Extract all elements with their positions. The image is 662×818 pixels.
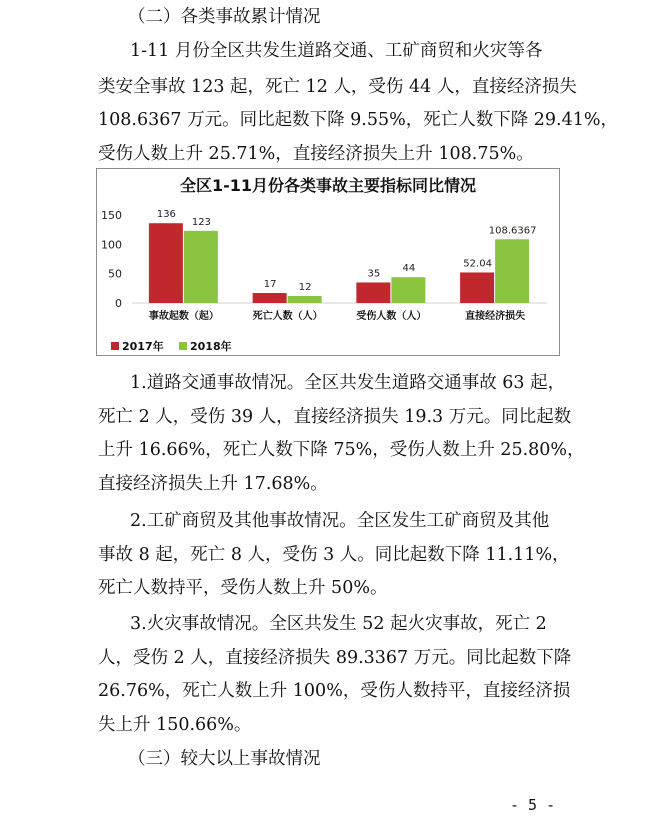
y-tick-label: 0 <box>115 297 122 310</box>
legend-swatch <box>179 342 187 350</box>
page-number: - 5 - <box>510 796 556 814</box>
bar-2018 <box>495 239 529 303</box>
chart-canvas <box>97 169 559 355</box>
data-label: 12 <box>298 281 312 293</box>
chart-title: 全区1-11月份各类事故主要指标同比情况 <box>179 176 477 195</box>
x-category-label: 受伤人数（人） <box>356 311 427 322</box>
paragraph-line: 上升 16.66%，死亡人数下降 75%，受伤人数上升 25.80%， <box>98 440 585 460</box>
data-label: 123 <box>191 216 211 228</box>
paragraph-line: 1-11 月份全区共发生道路交通、工矿商贸和火灾等各 <box>130 41 543 61</box>
paragraph-line: 受伤人数上升 25.71%，直接经济损失上升 108.75%。 <box>98 144 534 164</box>
bar-2018 <box>288 296 322 303</box>
accident-comparison-chart <box>96 168 560 356</box>
paragraph-line: 2.工矿商贸及其他事故情况。全区发生工矿商贸及其他 <box>130 511 550 531</box>
x-category-label: 事故起数（起） <box>148 311 219 322</box>
paragraph-line: 1.道路交通事故情况。全区共发生道路交通事故 63 起， <box>130 373 566 393</box>
paragraph-line: 死亡人数持平，受伤人数上升 50%。 <box>98 578 388 598</box>
data-label: 17 <box>263 279 277 291</box>
data-label: 108.6367 <box>488 225 537 237</box>
bar-2017 <box>149 223 183 303</box>
paragraph-line: 直接经济损失上升 17.68%。 <box>98 474 328 494</box>
data-label: 136 <box>156 209 176 221</box>
paragraph-line: 失上升 150.66%。 <box>98 715 252 735</box>
bar-2018 <box>391 277 425 303</box>
x-category-label: 直接经济损失 <box>465 311 526 322</box>
x-category-label: 死亡人数（人） <box>252 311 323 322</box>
paragraph-line: 108.6367 万元。同比起数下降 9.55%，死亡人数下降 29.41%， <box>98 110 619 130</box>
data-label: 44 <box>402 263 416 275</box>
paragraph-line: 死亡 2 人，受伤 39 人，直接经济损失 19.3 万元。同比起数 <box>98 407 572 427</box>
data-label: 35 <box>367 268 381 280</box>
bar-2017 <box>356 282 390 303</box>
paragraph-line: 事故 8 起，死亡 8 人，受伤 3 人。同比起数下降 11.11%， <box>98 545 570 565</box>
legend-label: 2018年 <box>190 340 232 353</box>
legend-swatch <box>111 342 119 350</box>
paragraph-line: 人，受伤 2 人，直接经济损失 89.3367 万元。同比起数下降 <box>98 648 572 668</box>
y-tick-label: 50 <box>108 267 122 281</box>
paragraph-line: 类安全事故 123 起，死亡 12 人，受伤 44 人，直接经济损失 <box>98 77 577 97</box>
data-label: 52.04 <box>463 258 492 270</box>
y-tick-label: 150 <box>101 209 122 222</box>
y-tick-label: 100 <box>101 238 122 252</box>
bar-2018 <box>184 231 218 303</box>
section2-heading: （二）各类事故累计情况 <box>128 7 321 27</box>
section3-heading: （三）较大以上事故情况 <box>128 749 321 769</box>
bar-2017 <box>460 272 494 303</box>
paragraph-line: 26.76%，死亡人数上升 100%，受伤人数持平，直接经济损 <box>98 681 571 701</box>
legend-label: 2017年 <box>122 340 164 353</box>
bar-2017 <box>253 293 287 303</box>
paragraph-line: 3.火灾事故情况。全区共发生 52 起火灾事故，死亡 2 <box>130 614 547 634</box>
